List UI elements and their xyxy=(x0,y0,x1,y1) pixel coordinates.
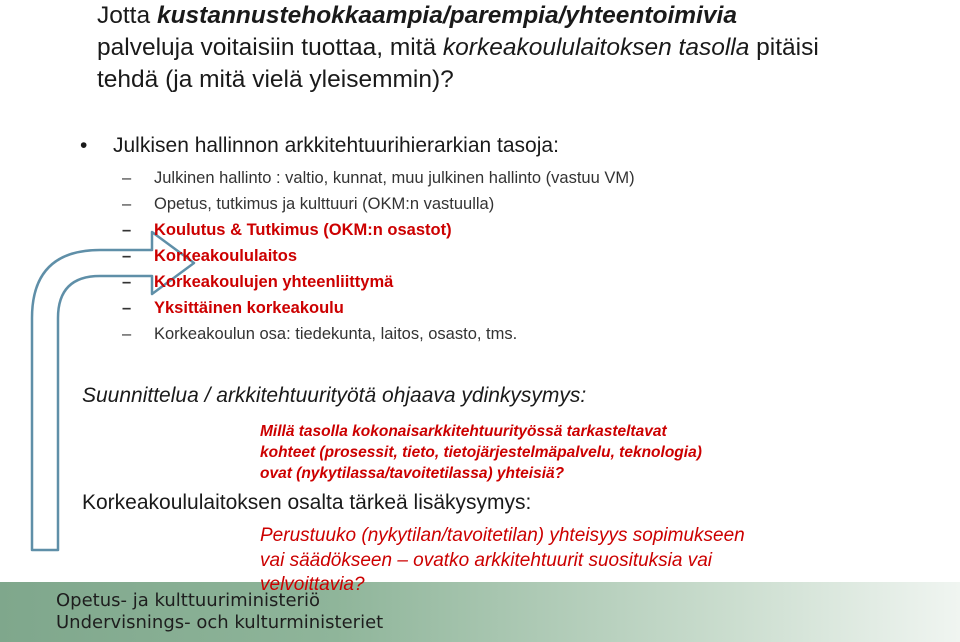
level-label: Korkeakoulujen yhteenliittymä xyxy=(154,273,394,291)
dash-icon: – xyxy=(122,299,132,317)
core-question-line: Millä tasolla kokonaisarkkitehtuurityössä tarkasteltavat xyxy=(260,423,667,440)
level-label: Korkeakoululaitos xyxy=(154,247,298,265)
level-label: Korkeakoulun osa: tiedekunta, laitos, osasto, tms. xyxy=(154,325,518,343)
title-part1: Jotta xyxy=(97,2,157,29)
page-title xyxy=(97,0,917,96)
level-label: Julkinen hallinto : valtio, kunnat, muu julkinen hallinto (vastuu VM) xyxy=(154,169,635,187)
level-label: Opetus, tutkimus ja kulttuuri (OKM:n vastuulla) xyxy=(154,195,495,213)
dash-icon: – xyxy=(122,195,132,213)
title-line2-italic: korkeakoululaitoksen tasolla xyxy=(442,34,750,61)
title-line-1 xyxy=(97,0,917,32)
core-question-line: ovat (nykytilassa/tavoitetilassa) yhteisiä? xyxy=(260,465,565,482)
title-line-3: tehdä (ja mitä vielä yleisemmin)? xyxy=(97,66,454,93)
bullet-icon: • xyxy=(80,134,88,157)
title-emphasis: kustannustehokkaampia/parempia/yhteentoimivia xyxy=(156,2,737,29)
sub-question-line: velvoittavia? xyxy=(260,574,365,595)
title-line2-pre: palveluja voitaisiin tuottaa, mitä xyxy=(97,34,443,61)
sub-question-line: vai säädökseen – ovatko arkkitehtuurit suosituksia vai xyxy=(260,550,713,571)
core-question-heading: Suunnittelua / arkkitehtuurityötä ohjaava ydinkysymys: xyxy=(82,384,587,407)
sub-question-heading: Korkeakoululaitoksen osalta tärkeä lisäkysymys: xyxy=(82,491,532,514)
core-question-line: kohteet (prosessit, tieto, tietojärjestelmäpalvelu, teknologia) xyxy=(260,444,702,461)
level-label: Yksittäinen korkeakoulu xyxy=(154,299,344,317)
dash-icon: – xyxy=(122,325,132,343)
sub-question-line: Perustuuko (nykytilan/tavoitetilan) yhteisyys sopimukseen xyxy=(260,525,745,546)
dash-icon: – xyxy=(122,221,132,239)
dash-icon: – xyxy=(122,247,132,265)
dash-icon: – xyxy=(122,169,132,187)
ministry-name-sv: Undervisnings- och kulturministeriet xyxy=(56,612,384,633)
hierarchy-heading: Julkisen hallinnon arkkitehtuurihierarkian tasoja: xyxy=(113,134,559,157)
footer-band xyxy=(0,582,960,642)
dash-icon: – xyxy=(122,273,132,291)
title-line-2 xyxy=(97,32,917,64)
title-line2-post: pitäisi xyxy=(749,34,819,61)
ministry-name-fi: Opetus- ja kulttuuriministeriö xyxy=(56,590,320,611)
level-label: Koulutus & Tutkimus (OKM:n osastot) xyxy=(154,221,452,239)
